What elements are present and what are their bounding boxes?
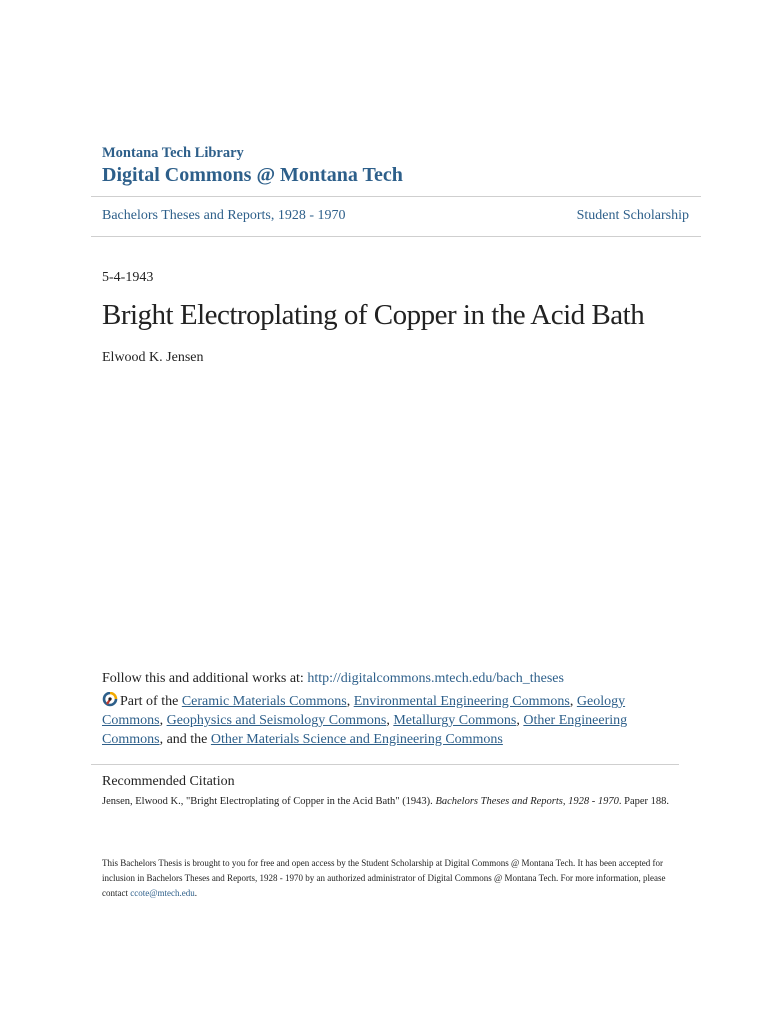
commons-link-environmental[interactable]: Environmental Engineering Commons	[353, 694, 570, 709]
contact-email-link[interactable]: ccote@mtech.edu	[130, 888, 195, 898]
citation-lead: Jensen, Elwood K., "Bright Electroplating of Copper in the Acid Bath" (1943).	[102, 796, 436, 807]
citation-series: Bachelors Theses and Reports, 1928 - 1970	[435, 796, 619, 807]
paper-date: 5-4-1943	[102, 270, 154, 285]
notice-text: This Bachelors Thesis is brought to you for free and open access by the Student Scholarship at Digital Commons @ Montana Tech. It has been accepted for inclusion in Bachelors Theses and Reports, 1928 - 1970 by an authorized administrator of Digital Commons @ Montana Tech. For more information, please contact	[102, 858, 666, 898]
separator: ,	[386, 713, 394, 728]
part-of-prefix: Part of the	[120, 694, 182, 709]
divider-nav	[91, 236, 701, 237]
library-name[interactable]: Montana Tech Library	[102, 145, 244, 161]
series-link[interactable]: Bachelors Theses and Reports, 1928 - 1970	[102, 208, 346, 223]
collection-link[interactable]: Student Scholarship	[576, 208, 689, 223]
network-commons-icon	[102, 692, 118, 707]
notice-end: .	[194, 888, 198, 898]
citation-heading: Recommended Citation	[102, 774, 235, 789]
follow-line	[102, 670, 564, 688]
part-of-line	[102, 692, 662, 749]
separator-and-the: , and the	[159, 732, 211, 747]
separator: ,	[516, 713, 524, 728]
paper-title: Bright Electroplating of Copper in the Acid Bath	[102, 299, 645, 331]
commons-link-other-materials[interactable]: Other Materials Science and Engineering Commons	[210, 732, 503, 747]
commons-link-metallurgy[interactable]: Metallurgy Commons	[393, 713, 517, 728]
commons-link-geophysics[interactable]: Geophysics and Seismology Commons	[166, 713, 387, 728]
repository-header	[102, 145, 702, 187]
commons-link-other-engineering[interactable]: Other Engineering Commons	[102, 713, 628, 747]
series-nav	[102, 207, 689, 225]
citation-tail: . Paper 188.	[618, 796, 670, 807]
follow-url-link[interactable]: http://digitalcommons.mtech.edu/bach_theses	[307, 671, 564, 686]
commons-link-geology[interactable]: Geology Commons	[102, 694, 626, 728]
paper-author: Elwood K. Jensen	[102, 350, 204, 365]
commons-link-ceramic[interactable]: Ceramic Materials Commons	[181, 694, 347, 709]
citation-text	[102, 796, 669, 807]
repository-name[interactable]: Digital Commons @ Montana Tech	[102, 164, 403, 186]
separator: ,	[159, 713, 167, 728]
separator: ,	[346, 694, 354, 709]
separator: ,	[569, 694, 577, 709]
divider-citation	[91, 764, 679, 765]
follow-prefix: Follow this and additional works at:	[102, 671, 308, 686]
divider-top	[91, 196, 701, 197]
access-notice	[102, 856, 682, 901]
